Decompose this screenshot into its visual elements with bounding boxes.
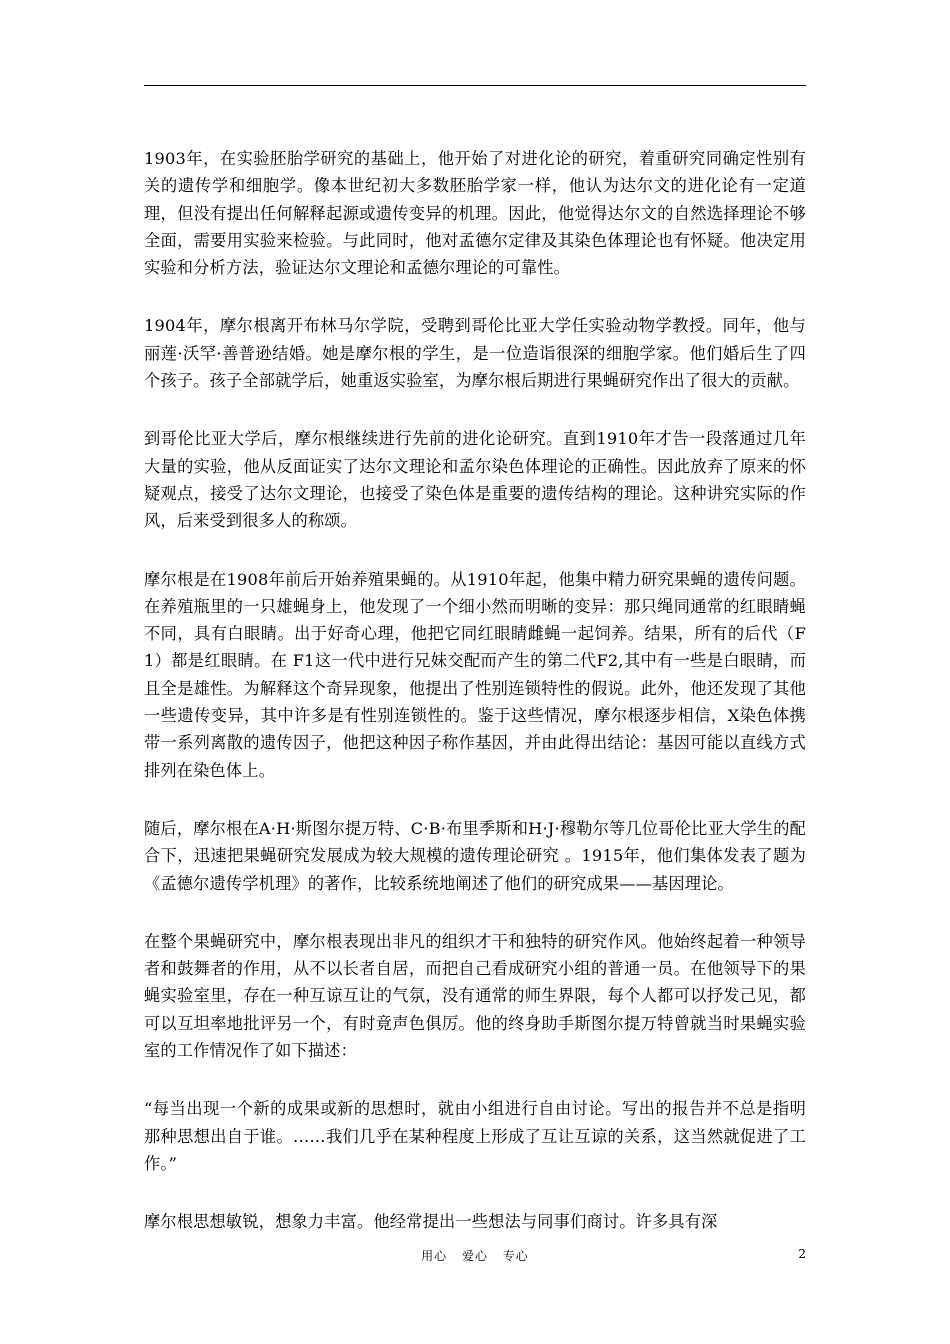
- paragraph-7: “每当出现一个新的成果或新的思想时，就由小组进行自由讨论。写出的报告并不总是指明那种思想出自于谁。……我们几乎在某种程度上形成了互让互谅的关系，这当然就促进了工作。”: [144, 1099, 806, 1173]
- paragraph-1: 1903年，在实验胚胎学研究的基础上，他开始了对进化论的研究，着重研究同确定性别有关的遗传学和细胞学。像本世纪初大多数胚胎学家一样，他认为达尔文的进化论有一定道理，但没有提出任何解释起源或遗传变异的机理。因此，他觉得达尔文的自然选择理论不够全面，需要用实验来检验。与此同时，他对孟德尔定律及其染色体理论也有怀疑。他决定用实验和分析方法，验证达尔文理论和孟德尔理论的可靠性。: [144, 149, 806, 278]
- header-rule: [144, 85, 806, 86]
- paragraph-3: 到哥伦比亚大学后，摩尔根继续进行先前的进化论研究。直到1910年才告一段落通过几年大量的实验，他从反面证实了达尔文理论和孟尔染色体理论的正确性。因此放弃了原来的怀疑观点，接受了达尔文理论，也接受了染色体是重要的遗传结构的理论。这种讲究实际的作风，后来受到很多人的称颂。: [144, 429, 806, 531]
- footer-motto: 用心 爱心 专心: [421, 1249, 529, 1263]
- paragraph-2: 1904年，摩尔根离开布林马尔学院，受聘到哥伦比亚大学任实验动物学教授。同年，他与丽莲·沃罕·善普逊结婚。她是摩尔根的学生，是一位造诣很深的细胞学家。他们婚后生了四个孩子。孩子全部就学后，她重返实验室，为摩尔根后期进行果蝇研究作出了很大的贡献。: [144, 316, 806, 391]
- page-number: 2: [798, 1247, 806, 1261]
- paragraph-4: 摩尔根是在1908年前后开始养殖果蝇的。从1910年起，他集中精力研究果蝇的遗传问题。在养殖瓶里的一只雄蝇身上，他发现了一个细小然而明晰的变异：那只绳同通常的红眼睛蝇不同，具有白眼睛。出于好奇心理，他把它同红眼睛雌蝇一起饲养。结果，所有的后代（F1）都是红眼睛。在 F1这一代中进行兄妹交配而产生的第二代F2,其中有一些是白眼睛，而且全是雄性。为解释这个奇异现象，他提出了性别连锁特性的假说。此外，他还发现了其他一些遗传变异，其中许多是有性别连锁性的。鉴于这些情况，摩尔根逐步相信，X染色体携带一系列离散的遗传因子，他把这种因子称作基因，并由此得出结论：基因可能以直线方式排列在染色体上。: [144, 569, 806, 780]
- document-body: [144, 145, 806, 1267]
- paragraph-5: 随后，摩尔根在A·H·斯图尔提万特、C·B·布里季斯和H·J·穆勒尔等几位哥伦比亚大学生的配合下，迅速把果蝇研究发展成为较大规模的遗传理论研究 。1915年，他们集体发表了题为《孟德尔遗传学机理》的著作，比较系统地阐述了他们的研究成果——基因理论。: [144, 818, 806, 893]
- paragraph-8: 摩尔根思想敏锐，想象力丰富。他经常提出一些想法与同事们商讨。许多具有深: [144, 1212, 718, 1232]
- paragraph-6: 在整个果蝇研究中，摩尔根表现出非凡的组织才干和独特的研究作风。他始终起着一种领导者和鼓舞者的作用，从不以长者自居，而把自己看成研究小组的普通一员。在他领导下的果蝇实验室里，存在一种互谅互让的气氛，没有通常的师生界限，每个人都可以抒发己见，都可以互坦率地批评另一个，有时竟声色俱厉。他的终身助手斯图尔提万特曾就当时果蝇实验室的工作情况作了如下描述：: [144, 931, 806, 1061]
